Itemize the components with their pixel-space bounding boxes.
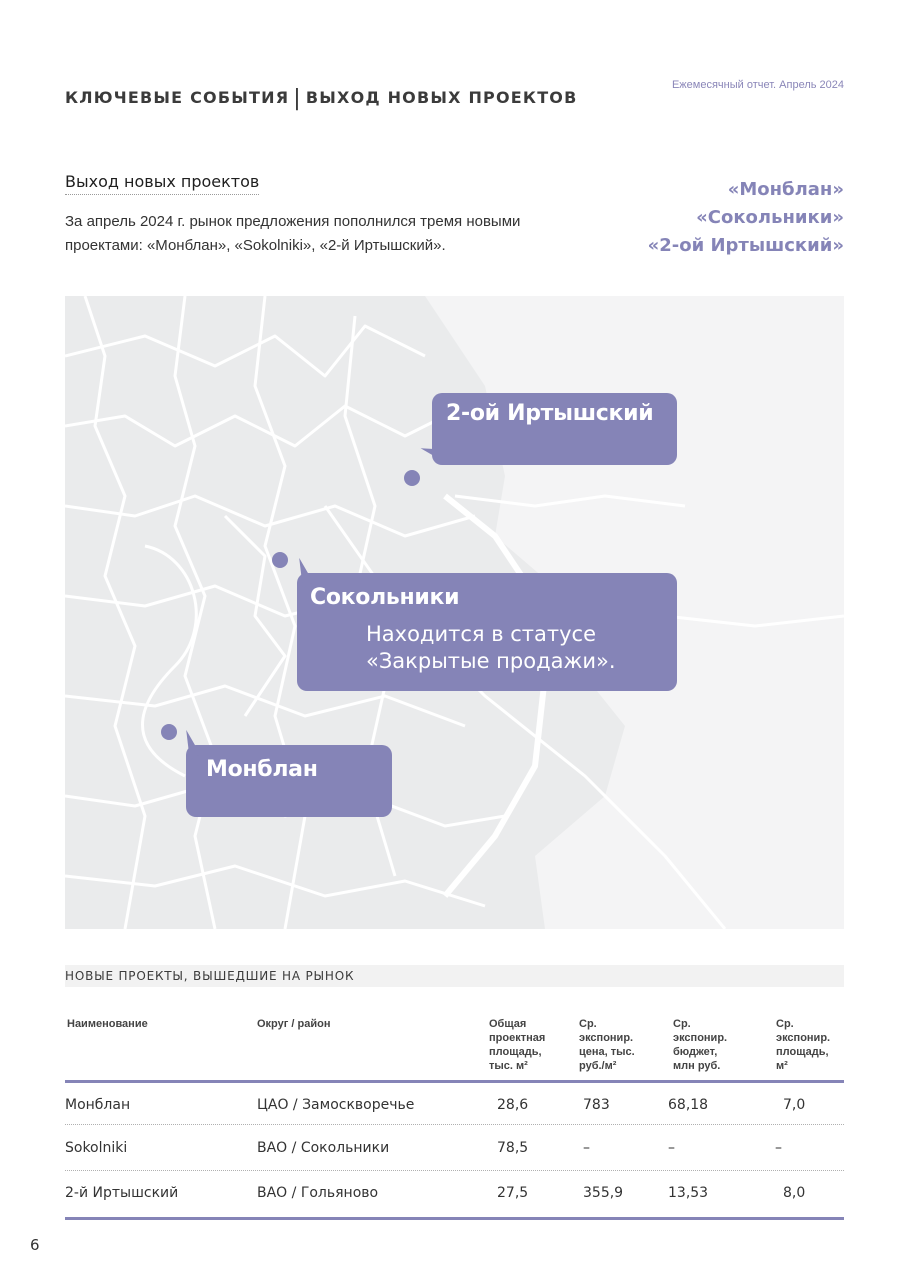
table-cell-avg-area: 8,0 [783,1185,806,1201]
intro-heading: Выход новых проектов [65,172,259,195]
table-cell-name: 2-й Иртышский [65,1185,179,1201]
highlight-item: «Монблан» [727,179,844,200]
table-cell-avg-budget: 68,18 [668,1097,709,1113]
callout-title: 2-ой Иртышский [446,401,654,426]
table-cell-total-area: 78,5 [497,1140,529,1156]
col-header-avg-area: Ср. экспонир. площадь, м² [776,1018,831,1072]
table-cell-avg-area: 7,0 [783,1097,806,1113]
table-cell-district: ВАО / Сокольники [257,1140,390,1156]
table-cell-district: ЦАО / Замоскворечье [257,1097,415,1113]
table-cell-avg-price: 355,9 [583,1185,624,1201]
table-bottom-rule [65,1217,844,1220]
intro-text: За апрель 2024 г. рынок предложения пополнился тремя новыми проектами: «Монблан», «Sokolniki», «2-й Иртышский». [65,213,521,254]
callout-monblan [186,745,392,817]
callout-irtyshsky [432,393,677,465]
table-cell-total-area: 28,6 [497,1097,529,1113]
highlight-item: «Сокольники» [696,207,844,228]
page-number: 6 [30,1236,40,1254]
col-header-avg-price: Ср. экспонир. цена, тыс. руб./м² [579,1018,635,1072]
highlight-item: «2-ой Иртышский» [647,235,844,256]
map-pin-irtyshsky[interactable] [404,470,420,486]
table-cell-district: ВАО / Гольяново [257,1185,379,1201]
table-caption: НОВЫЕ ПРОЕКТЫ, ВЫШЕДШИЕ НА РЫНОК [65,965,844,987]
callout-status-note: Находится в статусе «Закрытые продажи». [366,622,616,673]
row-divider [65,1124,844,1125]
callout-title: Монблан [206,757,318,782]
col-header-avg-budget: Ср. экспонир. бюджет, млн руб. [673,1018,728,1072]
col-header-total-area: Общая проектная площадь, тыс. м² [489,1018,546,1072]
subsection-label: ВЫХОД НОВЫХ ПРОЕКТОВ [305,88,578,107]
projects-map [65,296,844,929]
table-cell-name: Монблан [65,1097,131,1113]
section-label: КЛЮЧЕВЫЕ СОБЫТИЯ [65,88,290,107]
callout-sokolniki [297,573,677,691]
callout-title: Сокольники [310,585,460,610]
row-divider [65,1170,844,1171]
table-cell-avg-area: – [775,1140,782,1156]
title-separator: | [293,86,302,111]
table-cell-avg-budget: – [668,1140,675,1156]
section-title [65,84,578,109]
table-cell-avg-price: 783 [583,1097,610,1113]
table-cell-avg-price: – [583,1140,590,1156]
table-cell-name: Sokolniki [65,1140,128,1156]
report-date: Ежемесячный отчет. Апрель 2024 [671,79,844,91]
map-pin-monblan[interactable] [161,724,177,740]
col-header-district: Округ / район [257,1018,331,1030]
projects-highlight-list [648,176,844,260]
table-cell-total-area: 27,5 [497,1185,529,1201]
col-header-name: Наименование [67,1018,148,1030]
table-cell-avg-budget: 13,53 [668,1185,709,1201]
table-header-rule [65,1080,844,1083]
map-pin-sokolniki[interactable] [272,552,288,568]
